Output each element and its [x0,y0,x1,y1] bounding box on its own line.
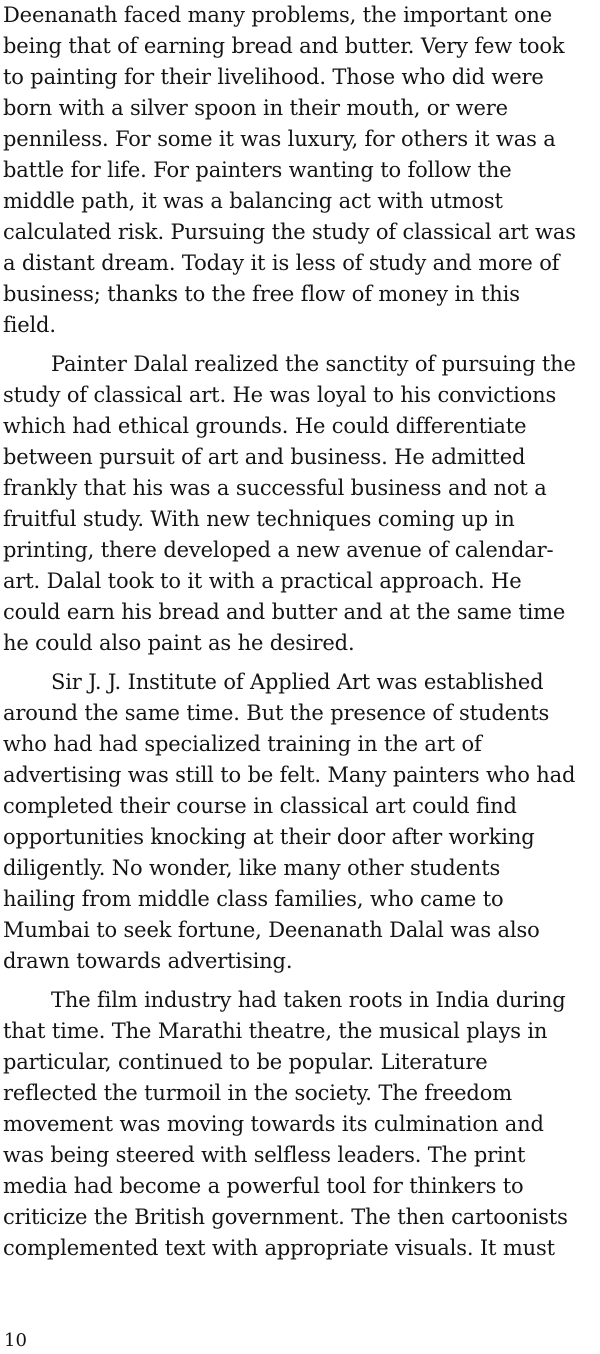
text-line: fruitful study. With new techniques coming up in [3,507,515,531]
text-line: Deenanath faced many problems, the important one [3,3,553,27]
text-line: art. Dalal took to it with a practical approach. He [3,569,522,593]
text-line: printing, there developed a new avenue of calendar- [3,538,554,562]
text-line: that time. The Marathi theatre, the musical plays in [3,1019,548,1043]
text-line: advertising was still to be felt. Many painters who had [3,763,576,787]
text-line: media had become a powerful tool for thinkers to [3,1174,524,1198]
text-line: between pursuit of art and business. He admitted [3,445,526,469]
text-line: around the same time. But the presence of students [3,701,550,725]
text-line: movement was moving towards its culmination and [3,1112,544,1136]
text-line: calculated risk. Pursuing the study of classical art was [3,220,576,244]
text-line: Mumbai to seek fortune, Deenanath Dalal was also [3,918,540,942]
text-line: reflected the turmoil in the society. The freedom [3,1081,512,1105]
text-line: middle path, it was a balancing act with utmost [3,189,503,213]
text-line: battle for life. For painters wanting to follow the [3,158,512,182]
paragraph-2 [3,349,600,659]
text-line: hailing from middle class families, who came to [3,887,504,911]
text-line: could earn his bread and butter and at the same time [3,600,566,624]
text-line: The film industry had taken roots in India during [51,988,566,1012]
paragraph-4 [3,985,600,1264]
text-line: particular, continued to be popular. Literature [3,1050,488,1074]
text-line: was being steered with selfless leaders. The print [3,1143,526,1167]
page-number: 10 [4,1330,27,1351]
text-line: which had ethical grounds. He could differentiate [3,414,527,438]
text-line: diligently. No wonder, like many other students [3,856,501,880]
text-line: business; thanks to the free flow of money in this [3,282,520,306]
text-line: a distant dream. Today it is less of study and more of [3,251,560,275]
text-line: complemented text with appropriate visuals. It must [3,1236,555,1260]
text-line: completed their course in classical art could find [3,794,517,818]
text-line: opportunities knocking at their door after working [3,825,535,849]
text-line: study of classical art. He was loyal to his convictions [3,383,557,407]
text-line: Painter Dalal realized the sanctity of pursuing the [51,352,576,376]
text-line: frankly that his was a successful business and not a [3,476,547,500]
text-line: criticize the British government. The then cartoonists [3,1205,568,1229]
text-line: born with a silver spoon in their mouth, or were [3,96,508,120]
text-line: who had had specialized training in the art of [3,732,482,756]
text-line: Sir J. J. Institute of Applied Art was established [51,670,544,694]
paragraph-1 [3,0,600,341]
text-line: being that of earning bread and butter. Very few took [3,34,565,58]
text-line: drawn towards advertising. [3,949,293,973]
text-line: he could also paint as he desired. [3,631,355,655]
text-line: penniless. For some it was luxury, for others it was a [3,127,556,151]
text-line: field. [3,313,56,337]
paragraph-3 [3,667,600,977]
body-text [3,0,600,1272]
text-line: to painting for their livelihood. Those who did were [3,65,544,89]
